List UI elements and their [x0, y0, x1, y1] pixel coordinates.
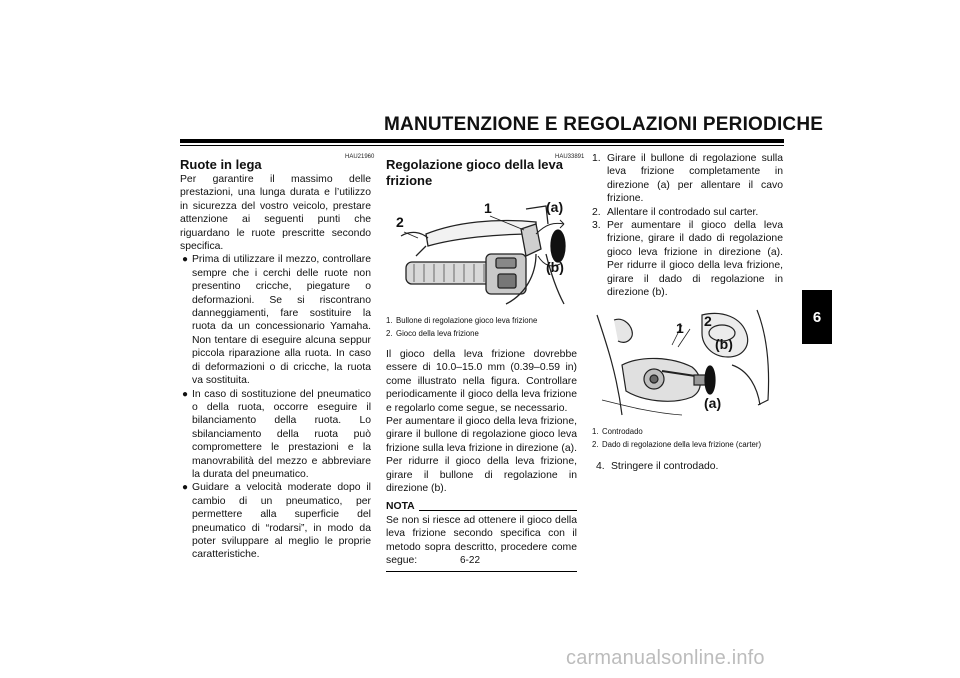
- header-rule: [180, 139, 784, 143]
- page-title: MANUTENZIONE E REGOLAZIONI PERIODICHE: [384, 114, 824, 135]
- caption-row: 2. Gioco della leva frizione: [386, 328, 479, 338]
- figure-label-a: (a): [546, 199, 564, 215]
- bullet-icon: ●: [182, 482, 189, 494]
- bullet-icon: ●: [182, 388, 189, 400]
- section-heading: Regolazione gioco della leva frizione: [386, 157, 563, 188]
- nota-rule: [419, 510, 577, 511]
- figure-label-2: 2: [704, 313, 712, 330]
- chapter-tab: 6: [802, 290, 832, 344]
- watermark: carmanualsonline.info: [566, 647, 765, 669]
- nota-label: NOTA: [386, 501, 415, 513]
- middle-column: [386, 157, 577, 572]
- nota-end-rule: [386, 571, 577, 572]
- nota-text: Se non si riesce ad ottenere il gioco della leva frizione secondo specifica con il metodo sopra descritto, procedere come segue:: [386, 514, 577, 567]
- step-item: 1. Girare il bullone di regolazione sulla leva frizione completamente in direzione (a) per allentare il cavo frizione.: [592, 153, 783, 205]
- bullet-text: In caso di sostituzione del pneumatico o della ruota, occorre eseguire il bilanciamento della ruota. Lo sbilanciamento della ruota può compromettere le prestazioni e la manovrabilità del mezzo e abbreviare la durata del pneumatico.: [192, 388, 371, 480]
- bullet-item: [180, 388, 371, 482]
- bullet-text: Guidare a velocità moderate dopo il cambio di un pneumatico, per permettere alla superficie del pneumatico di “rodarsi”, in modo da poter sviluppare al meglio le proprie caratteristiche.: [192, 482, 371, 561]
- step-item: 4. Stringere il controdado.: [596, 461, 719, 473]
- nota-header: [386, 500, 577, 513]
- caption-row: 1. Bullone di regolazione gioco leva frizione: [386, 316, 538, 325]
- left-column: [180, 157, 371, 562]
- bullet-item: [180, 253, 371, 387]
- section-code: HAU21960: [345, 154, 375, 160]
- right-column: [592, 152, 783, 474]
- section-code: HAU33891: [555, 154, 585, 160]
- page-number: 6-22: [460, 555, 481, 566]
- bullet-icon: ●: [182, 254, 189, 266]
- body-paragraph: Il gioco della leva frizione dovrebbe essere di 10.0–15.0 mm (0.39–0.59 in) come illustrato nella figura. Controllare periodicamente il gioco della leva frizione e regolarlo come segue, se necessario.: [386, 349, 577, 414]
- cable-adjuster-figure: [592, 305, 783, 421]
- figure-captions: [386, 316, 577, 339]
- bullet-item: [180, 481, 371, 561]
- caption-row: 1. Controdado: [592, 427, 643, 437]
- section-heading: Ruote in lega: [180, 157, 262, 172]
- header-rule-thin: [180, 145, 784, 146]
- bullet-text: Prima di utilizzare il mezzo, controllare sempre che i cerchi delle ruote non presentino cricche, piegature o deformazioni. Se si riscontrano danneggiamenti, fare sostituire la ruota da un concessionario Yamaha. Non tentare di eseguire alcuna seppur piccola riparazione alla ruota. In caso di deformazioni o di cricche, la ruota va sostituita.: [192, 254, 371, 387]
- intro-paragraph: Per garantire il massimo delle prestazioni, una lunga durata e l’utilizzo in sicurezza del vostro veicolo, prestare attenzione ai seguenti punti che riguardano le ruote prescritte secondo specifica.: [180, 174, 371, 253]
- figure-label-1: 1: [676, 320, 684, 337]
- cable-adjuster-illustration: [592, 305, 783, 421]
- clutch-lever-figure: [386, 194, 577, 311]
- step-item: 3. Per aumentare il gioco della leva frizione, girare il dado di regolazione gioco leva frizione in direzione (a). Per ridurre il gioco della leva frizione, girare il dado di regolazione in direzione (b).: [592, 220, 783, 299]
- figure-label-b: (b): [715, 336, 733, 353]
- caption-row: 2. Dado di regolazione della leva frizione (carter): [592, 439, 762, 449]
- figure-label-b: (b): [546, 259, 564, 275]
- figure-label-a: (a): [704, 395, 722, 412]
- figure-label-2: 2: [396, 214, 404, 230]
- figure-label-1: 1: [484, 200, 492, 216]
- body-paragraph: Per aumentare il gioco della leva frizione, girare il bullone di regolazione gioco leva frizione sulla leva frizione in direzione (a). Per ridurre il gioco della leva frizione, girare il bullone di regolazione in direzione (b).: [386, 416, 577, 495]
- figure-captions: [592, 427, 783, 450]
- step-item: 2. Allentare il controdado sul carter.: [592, 206, 759, 218]
